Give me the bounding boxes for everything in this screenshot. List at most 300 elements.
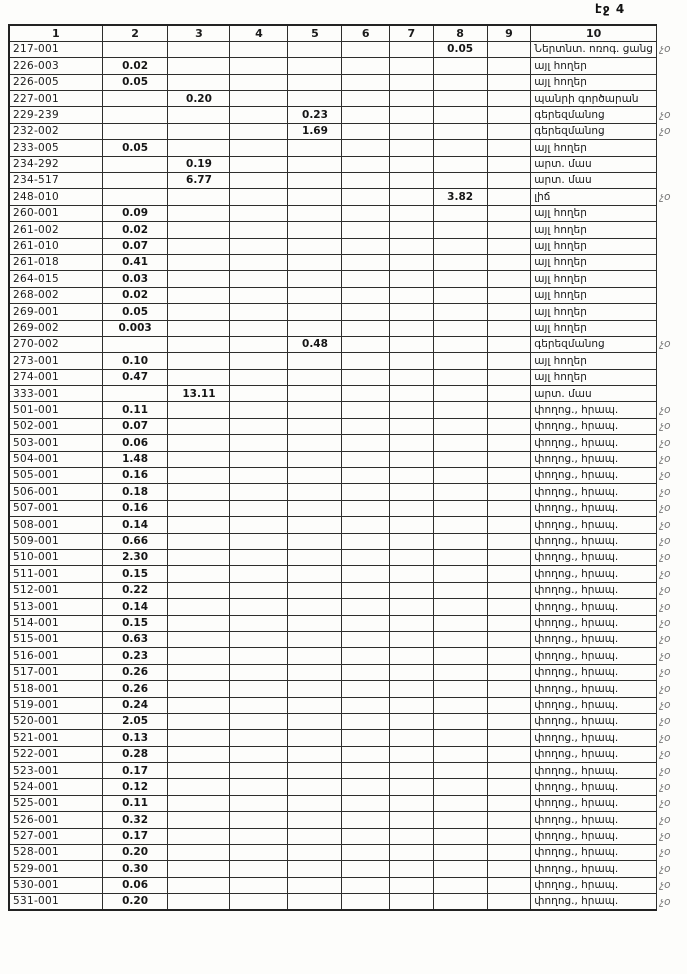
cell-value: 2.30 xyxy=(102,550,168,566)
cell-value xyxy=(168,468,230,484)
cell-value xyxy=(389,894,433,910)
cell-value xyxy=(433,894,487,910)
cell-value xyxy=(389,681,433,697)
margin-mark: չօ xyxy=(659,420,671,433)
cell-value xyxy=(102,156,168,172)
cell-value xyxy=(487,763,531,779)
cell-value xyxy=(433,746,487,762)
cell-land-use: փողոց., հրապ. xyxy=(531,828,657,844)
cell-value xyxy=(487,304,531,320)
margin-mark: չօ xyxy=(659,830,671,843)
cell-value xyxy=(342,779,389,795)
cell-value: 0.20 xyxy=(168,91,230,107)
margin-mark: չօ xyxy=(659,862,671,875)
cell-parcel-code: 528-001 xyxy=(9,845,102,861)
cell-value: 0.003 xyxy=(102,320,168,336)
cell-value xyxy=(433,74,487,90)
cell-value: 0.11 xyxy=(102,402,168,418)
cell-value xyxy=(230,615,288,631)
cell-land-use: գերեզմանոց xyxy=(531,123,657,139)
cell-parcel-code: 511-001 xyxy=(9,566,102,582)
cell-land-use: փողոց., հրապ. xyxy=(531,566,657,582)
cell-value: 0.11 xyxy=(102,795,168,811)
cell-value xyxy=(230,369,288,385)
cell-value xyxy=(288,861,342,877)
cell-value xyxy=(288,156,342,172)
cell-value xyxy=(288,795,342,811)
cell-value xyxy=(288,353,342,369)
cell-value xyxy=(168,582,230,598)
cell-value xyxy=(230,140,288,156)
cell-value xyxy=(487,517,531,533)
table-row xyxy=(9,451,686,467)
cell-value: 0.16 xyxy=(102,468,168,484)
cell-value xyxy=(168,566,230,582)
margin-mark: չօ xyxy=(659,895,671,908)
cell-land-use: փողոց., հրապ. xyxy=(531,664,657,680)
cell-value xyxy=(487,713,531,729)
cell-value xyxy=(230,320,288,336)
cell-land-use: փողոց., հրապ. xyxy=(531,418,657,434)
cell-value xyxy=(168,533,230,549)
cell-value xyxy=(389,812,433,828)
cell-value xyxy=(230,763,288,779)
cell-value xyxy=(342,599,389,615)
cell-value xyxy=(288,681,342,697)
cell-value xyxy=(487,222,531,238)
cell-value xyxy=(168,287,230,303)
cell-value xyxy=(487,58,531,74)
cell-value xyxy=(433,631,487,647)
cell-value xyxy=(433,435,487,451)
cell-value xyxy=(487,812,531,828)
cell-value: 1.69 xyxy=(288,123,342,139)
cell-value xyxy=(288,418,342,434)
cell-value xyxy=(230,828,288,844)
table-row xyxy=(9,763,686,779)
cell-parcel-code: 521-001 xyxy=(9,730,102,746)
cell-value: 0.09 xyxy=(102,205,168,221)
cell-value xyxy=(342,205,389,221)
cell-value xyxy=(433,861,487,877)
cell-value xyxy=(433,418,487,434)
margin-mark xyxy=(656,205,686,221)
cell-value xyxy=(389,730,433,746)
cell-value: 0.05 xyxy=(102,74,168,90)
cell-value xyxy=(342,681,389,697)
cell-parcel-code: 530-001 xyxy=(9,877,102,893)
cell-parcel-code: 518-001 xyxy=(9,681,102,697)
cell-value xyxy=(168,140,230,156)
cell-value xyxy=(433,271,487,287)
table-row xyxy=(9,779,686,795)
column-header-10: 10 xyxy=(531,25,657,41)
table-row xyxy=(9,402,686,418)
cell-value xyxy=(487,386,531,402)
cell-value xyxy=(288,631,342,647)
cell-value xyxy=(288,550,342,566)
cell-value: 0.41 xyxy=(102,254,168,270)
column-header-5: 5 xyxy=(288,25,342,41)
cell-value xyxy=(433,287,487,303)
cell-land-use: փողոց., հրապ. xyxy=(531,599,657,615)
cell-value xyxy=(168,877,230,893)
cell-land-use: փողոց., հրապ. xyxy=(531,894,657,910)
cell-value xyxy=(230,336,288,352)
table-row xyxy=(9,173,686,189)
cell-value xyxy=(389,631,433,647)
cell-value xyxy=(168,664,230,680)
table-row xyxy=(9,582,686,598)
margin-mark xyxy=(656,271,686,287)
cell-value xyxy=(342,304,389,320)
cell-value xyxy=(230,353,288,369)
cell-value xyxy=(342,74,389,90)
cell-value xyxy=(342,156,389,172)
table-row xyxy=(9,435,686,451)
cell-parcel-code: 227-001 xyxy=(9,91,102,107)
cell-land-use: այլ հողեր xyxy=(531,205,657,221)
cell-land-use: պանրի գործարան xyxy=(531,91,657,107)
cell-value xyxy=(389,205,433,221)
cell-value xyxy=(168,254,230,270)
cell-land-use: փողոց., հրապ. xyxy=(531,468,657,484)
table-row xyxy=(9,336,686,352)
cell-value xyxy=(230,484,288,500)
cell-value xyxy=(487,205,531,221)
cell-value xyxy=(433,304,487,320)
cell-value xyxy=(342,91,389,107)
cell-value xyxy=(433,533,487,549)
cell-value xyxy=(433,582,487,598)
cell-value: 13.11 xyxy=(168,386,230,402)
cell-value xyxy=(389,271,433,287)
cell-value xyxy=(342,238,389,254)
cell-value xyxy=(168,845,230,861)
cell-value xyxy=(389,173,433,189)
margin-mark xyxy=(656,369,686,385)
cell-value xyxy=(168,418,230,434)
margin-mark xyxy=(656,287,686,303)
cell-value xyxy=(230,156,288,172)
cell-value xyxy=(389,566,433,582)
cell-value xyxy=(230,468,288,484)
cell-land-use: արտ. մաս xyxy=(531,156,657,172)
cell-value xyxy=(288,173,342,189)
table-row xyxy=(9,41,686,57)
margin-mark xyxy=(656,140,686,156)
cell-value xyxy=(288,41,342,57)
cell-parcel-code: 506-001 xyxy=(9,484,102,500)
margin-mark: չօ xyxy=(659,617,671,629)
table-row xyxy=(9,189,686,205)
cell-value xyxy=(230,238,288,254)
cell-value: 0.23 xyxy=(288,107,342,123)
margin-mark: չօ xyxy=(659,748,671,761)
cell-value xyxy=(487,845,531,861)
cell-value: 0.48 xyxy=(288,336,342,352)
cell-value xyxy=(230,271,288,287)
cell-value xyxy=(433,140,487,156)
cell-value xyxy=(389,287,433,303)
table-row xyxy=(9,353,686,369)
cell-value xyxy=(230,402,288,418)
cell-value xyxy=(433,173,487,189)
margin-mark: չօ xyxy=(659,125,671,138)
cell-value xyxy=(288,877,342,893)
margin-mark xyxy=(656,74,686,90)
cell-parcel-code: 261-018 xyxy=(9,254,102,270)
cell-value xyxy=(288,582,342,598)
cell-value xyxy=(433,713,487,729)
table-row xyxy=(9,795,686,811)
cell-parcel-code: 273-001 xyxy=(9,353,102,369)
cell-value xyxy=(342,828,389,844)
cell-value: 0.22 xyxy=(102,582,168,598)
cell-value xyxy=(342,730,389,746)
cell-value xyxy=(288,533,342,549)
cell-value xyxy=(487,173,531,189)
cell-value xyxy=(487,254,531,270)
table-row xyxy=(9,533,686,549)
table-row xyxy=(9,369,686,385)
cell-value xyxy=(230,173,288,189)
cell-value xyxy=(230,861,288,877)
cell-value xyxy=(342,58,389,74)
cell-value: 0.05 xyxy=(102,140,168,156)
table-row xyxy=(9,877,686,893)
table-row xyxy=(9,861,686,877)
cell-value xyxy=(230,894,288,910)
cell-value xyxy=(433,254,487,270)
cell-value xyxy=(389,533,433,549)
cell-value xyxy=(288,812,342,828)
margin-mark: չօ xyxy=(659,338,671,351)
cell-value xyxy=(342,173,389,189)
cell-value xyxy=(342,861,389,877)
cell-parcel-code: 261-002 xyxy=(9,222,102,238)
table-row xyxy=(9,631,686,647)
cell-land-use: այլ հողեր xyxy=(531,271,657,287)
cell-value: 0.02 xyxy=(102,222,168,238)
cell-value xyxy=(168,599,230,615)
cell-value: 3.82 xyxy=(433,189,487,205)
cell-value xyxy=(342,812,389,828)
cell-value xyxy=(168,648,230,664)
cell-value xyxy=(288,730,342,746)
cell-value xyxy=(342,336,389,352)
cell-value: 1.48 xyxy=(102,451,168,467)
cell-parcel-code: 531-001 xyxy=(9,894,102,910)
cell-value xyxy=(389,500,433,516)
cell-value: 0.20 xyxy=(102,894,168,910)
cell-value xyxy=(288,763,342,779)
cell-value xyxy=(487,550,531,566)
cell-parcel-code: 226-005 xyxy=(9,74,102,90)
cell-land-use: փողոց., հրապ. xyxy=(531,517,657,533)
cell-value xyxy=(230,795,288,811)
cell-land-use: Ներտնտ. ոռոգ. ցանց xyxy=(531,41,657,57)
cell-value xyxy=(487,615,531,631)
cell-value: 0.14 xyxy=(102,599,168,615)
cell-value xyxy=(342,451,389,467)
margin-mark: չօ xyxy=(659,584,671,597)
table-row xyxy=(9,894,686,910)
cell-value xyxy=(288,894,342,910)
column-header-8: 8 xyxy=(433,25,487,41)
land-parcel-table xyxy=(8,24,687,911)
cell-value xyxy=(288,451,342,467)
cell-value: 0.15 xyxy=(102,566,168,582)
cell-value: 2.05 xyxy=(102,713,168,729)
cell-value xyxy=(168,222,230,238)
cell-value xyxy=(168,861,230,877)
cell-value xyxy=(288,74,342,90)
cell-value xyxy=(487,74,531,90)
cell-value xyxy=(168,631,230,647)
cell-value xyxy=(433,320,487,336)
cell-value xyxy=(342,271,389,287)
cell-land-use: այլ հողեր xyxy=(531,369,657,385)
margin-mark: չօ xyxy=(659,879,671,892)
cell-land-use: լիճ xyxy=(531,189,657,205)
cell-value: 0.63 xyxy=(102,631,168,647)
cell-value xyxy=(168,828,230,844)
cell-value xyxy=(433,828,487,844)
cell-value xyxy=(168,271,230,287)
cell-value: 0.02 xyxy=(102,58,168,74)
cell-value xyxy=(487,566,531,582)
cell-value xyxy=(433,205,487,221)
cell-value xyxy=(342,550,389,566)
cell-value xyxy=(389,615,433,631)
cell-land-use: փողոց., հրապ. xyxy=(531,746,657,762)
cell-value xyxy=(487,271,531,287)
cell-land-use: փողոց., հրապ. xyxy=(531,550,657,566)
cell-value xyxy=(168,894,230,910)
cell-value xyxy=(433,697,487,713)
cell-value xyxy=(288,713,342,729)
cell-value: 0.20 xyxy=(102,845,168,861)
cell-value xyxy=(230,41,288,57)
cell-land-use: այլ հողեր xyxy=(531,238,657,254)
cell-parcel-code: 261-010 xyxy=(9,238,102,254)
cell-value xyxy=(102,123,168,139)
cell-value xyxy=(389,582,433,598)
cell-value xyxy=(487,189,531,205)
cell-value xyxy=(168,320,230,336)
cell-value xyxy=(102,41,168,57)
cell-value xyxy=(230,123,288,139)
margin-mark: չօ xyxy=(659,535,671,548)
cell-value xyxy=(168,107,230,123)
table-header-row xyxy=(9,25,686,41)
cell-value xyxy=(168,795,230,811)
cell-value: 0.24 xyxy=(102,697,168,713)
margin-mark xyxy=(656,353,686,369)
cell-value: 0.05 xyxy=(433,41,487,57)
cell-value: 0.07 xyxy=(102,418,168,434)
cell-value xyxy=(230,599,288,615)
cell-value xyxy=(230,631,288,647)
table-row xyxy=(9,238,686,254)
cell-land-use: այլ հողեր xyxy=(531,140,657,156)
cell-land-use: փողոց., հրապ. xyxy=(531,681,657,697)
cell-value xyxy=(389,845,433,861)
cell-value xyxy=(487,828,531,844)
cell-value xyxy=(389,763,433,779)
cell-land-use: այլ հողեր xyxy=(531,320,657,336)
cell-value xyxy=(433,386,487,402)
cell-value xyxy=(433,222,487,238)
table-row xyxy=(9,697,686,713)
cell-value xyxy=(342,746,389,762)
cell-value xyxy=(230,386,288,402)
table-row xyxy=(9,304,686,320)
cell-land-use: փողոց., հրապ. xyxy=(531,533,657,549)
cell-value xyxy=(288,287,342,303)
cell-value xyxy=(389,468,433,484)
cell-value xyxy=(389,451,433,467)
cell-value xyxy=(288,615,342,631)
table-row xyxy=(9,107,686,123)
cell-value xyxy=(288,828,342,844)
cell-value xyxy=(389,648,433,664)
cell-parcel-code: 269-001 xyxy=(9,304,102,320)
cell-value xyxy=(433,336,487,352)
cell-value xyxy=(433,812,487,828)
cell-value xyxy=(433,681,487,697)
table-row xyxy=(9,648,686,664)
cell-value xyxy=(433,615,487,631)
cell-value xyxy=(487,730,531,746)
cell-parcel-code: 510-001 xyxy=(9,550,102,566)
cell-value xyxy=(168,74,230,90)
table-row xyxy=(9,205,686,221)
margin-spacer xyxy=(656,25,686,41)
cell-value xyxy=(342,140,389,156)
cell-value xyxy=(230,550,288,566)
cell-parcel-code: 513-001 xyxy=(9,599,102,615)
margin-mark: չօ xyxy=(659,190,671,203)
cell-value xyxy=(389,336,433,352)
table-row xyxy=(9,271,686,287)
cell-value: 0.17 xyxy=(102,828,168,844)
cell-land-use: փողոց., հրապ. xyxy=(531,484,657,500)
margin-mark xyxy=(656,156,686,172)
cell-land-use: փողոց., հրապ. xyxy=(531,500,657,516)
cell-value xyxy=(342,287,389,303)
cell-value xyxy=(389,795,433,811)
cell-value xyxy=(389,697,433,713)
cell-value xyxy=(288,500,342,516)
table-row xyxy=(9,468,686,484)
cell-value xyxy=(168,58,230,74)
cell-value xyxy=(342,533,389,549)
cell-value: 0.30 xyxy=(102,861,168,877)
table-row xyxy=(9,140,686,156)
cell-value xyxy=(168,336,230,352)
cell-value xyxy=(342,877,389,893)
cell-value: 0.16 xyxy=(102,500,168,516)
table-body xyxy=(9,41,686,910)
cell-value: 0.18 xyxy=(102,484,168,500)
cell-value xyxy=(102,173,168,189)
cell-parcel-code: 269-002 xyxy=(9,320,102,336)
cell-value xyxy=(487,500,531,516)
margin-mark: չօ xyxy=(659,403,671,416)
cell-land-use: արտ. մաս xyxy=(531,173,657,189)
